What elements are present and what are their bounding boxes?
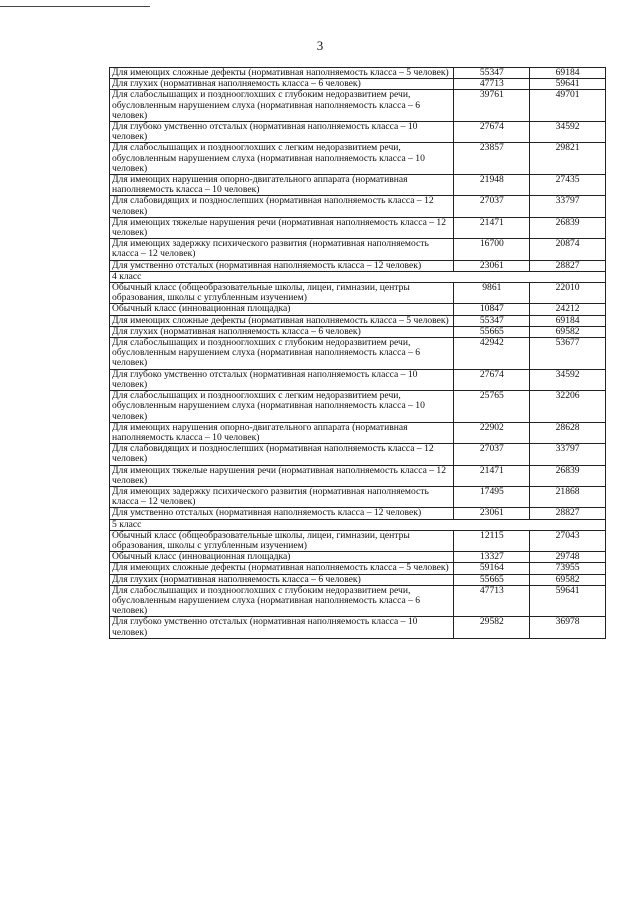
row-value-1: 21471 — [454, 465, 530, 486]
table-row — [110, 196, 606, 217]
row-value-2: 27043 — [530, 530, 606, 551]
row-description: Для глухих (нормативная наполняемость класса – 6 человек) — [110, 326, 454, 337]
row-description: Для имеющих сложные дефекты (нормативная наполняемость класса – 5 человек) — [110, 68, 454, 79]
row-description: Для имеющих тяжелые нарушения речи (нормативная наполняемость класса – 12 человек) — [110, 217, 454, 238]
row-description: Обычный класс (общеобразовательные школы, лицеи, гимназии, центры образования, школы с углубленным изучением) — [110, 530, 454, 551]
row-value-2: 32206 — [530, 391, 606, 423]
section-header-row — [110, 519, 606, 530]
row-description: Для имеющих сложные дефекты (нормативная наполняемость класса – 5 человек) — [110, 563, 454, 574]
table-row — [110, 326, 606, 337]
section-title: 4 класс — [110, 271, 606, 282]
row-value-1: 42942 — [454, 338, 530, 370]
section-title: 5 класс — [110, 519, 606, 530]
row-description: Для умственно отсталых (нормативная наполняемость класса – 12 человек) — [110, 508, 454, 519]
row-value-2: 49701 — [530, 90, 606, 122]
table-row — [110, 175, 606, 196]
row-value-1: 23857 — [454, 143, 530, 175]
table-row — [110, 574, 606, 585]
page-number: 3 — [316, 38, 324, 53]
table-row — [110, 508, 606, 519]
row-value-1: 23061 — [454, 508, 530, 519]
row-value-2: 28827 — [530, 260, 606, 271]
table-row — [110, 68, 606, 79]
row-description: Для слабослышащих и позднооглохших с легким недоразвитием речи, обусловленным нарушением слуха (нормативная наполняемость класса – 10 человек) — [110, 391, 454, 423]
row-value-1: 25765 — [454, 391, 530, 423]
row-description: Для имеющих задержку психического развития (нормативная наполняемость класса – 12 человек) — [110, 239, 454, 260]
row-value-2: 29821 — [530, 143, 606, 175]
row-description: Для имеющих нарушения опорно-двигательного аппарата (нормативная наполняемость класса – 10 человек) — [110, 175, 454, 196]
table-row — [110, 304, 606, 315]
table-row — [110, 283, 606, 304]
row-value-2: 20874 — [530, 239, 606, 260]
row-value-1: 16700 — [454, 239, 530, 260]
row-description: Для имеющих сложные дефекты (нормативная наполняемость класса – 5 человек) — [110, 315, 454, 326]
row-value-1: 13327 — [454, 552, 530, 563]
row-value-2: 21868 — [530, 486, 606, 507]
row-description: Для имеющих тяжелые нарушения речи (нормативная наполняемость класса – 12 человек) — [110, 465, 454, 486]
row-value-2: 69184 — [530, 315, 606, 326]
table-row — [110, 585, 606, 617]
table-row — [110, 315, 606, 326]
row-value-2: 59641 — [530, 79, 606, 90]
table-row — [110, 563, 606, 574]
funding-norms-table — [109, 67, 606, 639]
row-value-1: 27674 — [454, 122, 530, 143]
table-row — [110, 122, 606, 143]
row-value-1: 29582 — [454, 617, 530, 638]
row-value-2: 69184 — [530, 68, 606, 79]
row-description: Для умственно отсталых (нормативная наполняемость класса – 12 человек) — [110, 260, 454, 271]
row-value-1: 27037 — [454, 444, 530, 465]
row-description: Для слабослышащих и позднооглохших с легким недоразвитием речи, обусловленным нарушением слуха (нормативная наполняемость класса – 10 человек) — [110, 143, 454, 175]
row-value-1: 55347 — [454, 68, 530, 79]
row-value-1: 22902 — [454, 422, 530, 443]
row-value-2: 36978 — [530, 617, 606, 638]
row-value-2: 24212 — [530, 304, 606, 315]
row-value-2: 53677 — [530, 338, 606, 370]
table-row — [110, 530, 606, 551]
row-value-2: 73955 — [530, 563, 606, 574]
row-value-2: 26839 — [530, 217, 606, 238]
row-description: Для глухих (нормативная наполняемость класса – 6 человек) — [110, 574, 454, 585]
row-value-2: 69582 — [530, 326, 606, 337]
table-row — [110, 552, 606, 563]
table-row — [110, 422, 606, 443]
row-value-2: 33797 — [530, 444, 606, 465]
table-row — [110, 465, 606, 486]
row-description: Обычный класс (инновационная площадка) — [110, 552, 454, 563]
row-description: Для слабослышащих и позднооглохших с глубоким недоразвитием речи, обусловленным нарушением слуха (нормативная наполняемость класса – 6 человек) — [110, 90, 454, 122]
table-row — [110, 486, 606, 507]
row-value-1: 21948 — [454, 175, 530, 196]
table-row — [110, 391, 606, 423]
row-value-2: 33797 — [530, 196, 606, 217]
row-value-2: 34592 — [530, 122, 606, 143]
row-value-1: 23061 — [454, 260, 530, 271]
row-value-1: 10847 — [454, 304, 530, 315]
table-row — [110, 217, 606, 238]
row-description: Для слабослышащих и позднооглохших с глубоким недоразвитием речи, обусловленным нарушением слуха (нормативная наполняемость класса – 6 человек) — [110, 585, 454, 617]
row-value-2: 34592 — [530, 369, 606, 390]
row-value-1: 9861 — [454, 283, 530, 304]
table-row — [110, 239, 606, 260]
table-row — [110, 338, 606, 370]
row-description: Для имеющих задержку психического развития (нормативная наполняемость класса – 12 человек) — [110, 486, 454, 507]
row-value-1: 47713 — [454, 79, 530, 90]
row-value-1: 12115 — [454, 530, 530, 551]
row-description: Для слабовидящих и позднослепших (нормативная наполняемость класса – 12 человек) — [110, 196, 454, 217]
row-description: Для имеющих нарушения опорно-двигательного аппарата (нормативная наполняемость класса – 10 человек) — [110, 422, 454, 443]
table-row — [110, 260, 606, 271]
row-value-1: 55665 — [454, 326, 530, 337]
row-value-2: 69582 — [530, 574, 606, 585]
row-description: Для слабослышащих и позднооглохших с глубоким недоразвитием речи, обусловленным нарушением слуха (нормативная наполняемость класса – 6 человек) — [110, 338, 454, 370]
row-description: Для глухих (нормативная наполняемость класса – 6 человек) — [110, 79, 454, 90]
row-value-1: 21471 — [454, 217, 530, 238]
section-header-row — [110, 271, 606, 282]
row-description: Обычный класс (общеобразовательные школы, лицеи, гимназии, центры образования, школы с углубленным изучением) — [110, 283, 454, 304]
row-value-2: 22010 — [530, 283, 606, 304]
row-description: Для глубоко умственно отсталых (нормативная наполняемость класса – 10 человек) — [110, 617, 454, 638]
row-description: Для глубоко умственно отсталых (нормативная наполняемость класса – 10 человек) — [110, 122, 454, 143]
row-value-1: 27037 — [454, 196, 530, 217]
row-value-1: 39761 — [454, 90, 530, 122]
row-description: Для глубоко умственно отсталых (нормативная наполняемость класса – 10 человек) — [110, 369, 454, 390]
row-value-1: 27674 — [454, 369, 530, 390]
row-value-2: 26839 — [530, 465, 606, 486]
table-row — [110, 143, 606, 175]
scan-artifact-line — [0, 6, 150, 7]
row-value-1: 17495 — [454, 486, 530, 507]
row-value-1: 55347 — [454, 315, 530, 326]
table-body — [110, 68, 606, 639]
table-row — [110, 369, 606, 390]
table-row — [110, 79, 606, 90]
row-value-2: 59641 — [530, 585, 606, 617]
table-row — [110, 617, 606, 638]
row-value-2: 27435 — [530, 175, 606, 196]
row-description: Для слабовидящих и позднослепших (нормативная наполняемость класса – 12 человек) — [110, 444, 454, 465]
row-value-2: 28628 — [530, 422, 606, 443]
row-value-1: 55665 — [454, 574, 530, 585]
table-row — [110, 90, 606, 122]
row-value-2: 28827 — [530, 508, 606, 519]
row-value-1: 59164 — [454, 563, 530, 574]
row-value-2: 29748 — [530, 552, 606, 563]
row-value-1: 47713 — [454, 585, 530, 617]
row-description: Обычный класс (инновационная площадка) — [110, 304, 454, 315]
table-row — [110, 444, 606, 465]
